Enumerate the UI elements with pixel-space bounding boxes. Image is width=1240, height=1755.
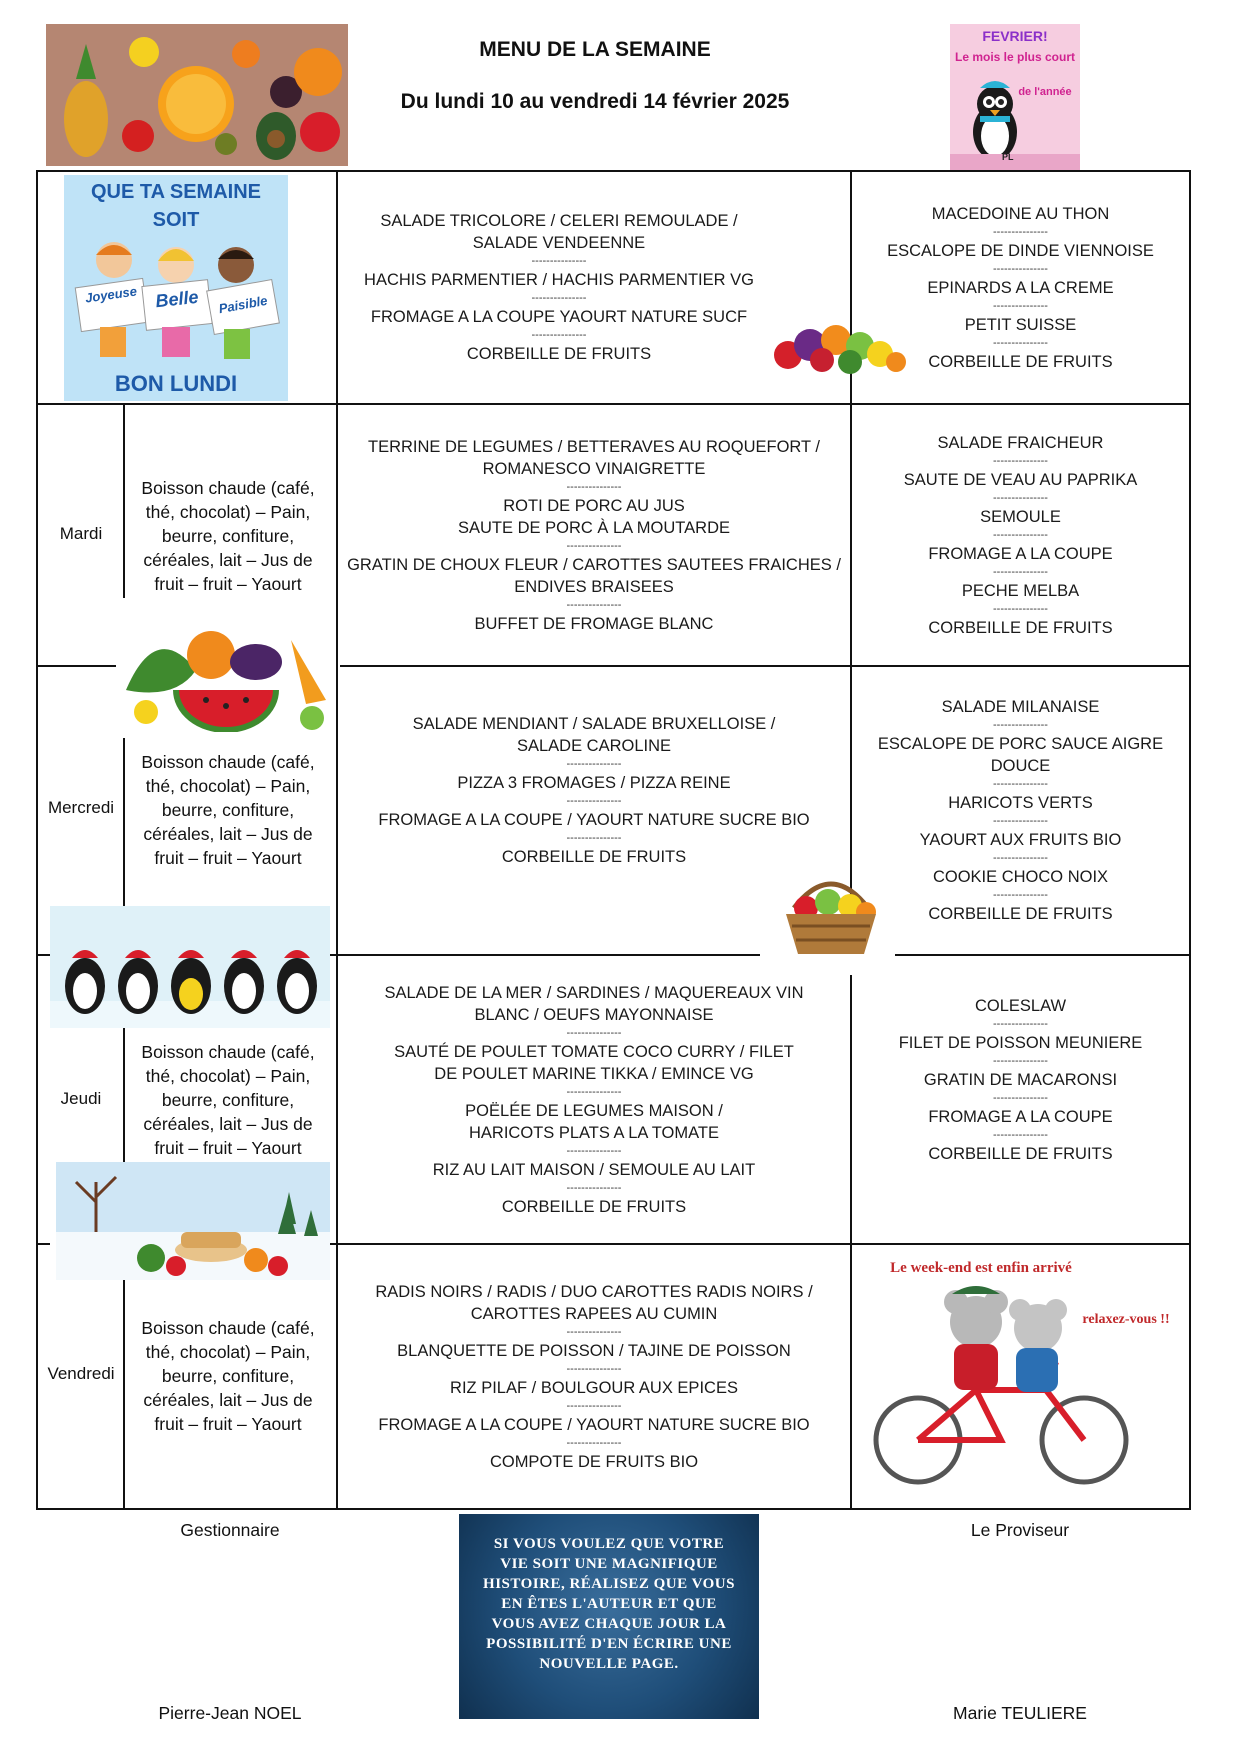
dish: GRATIN DE CHOUX FLEUR / CAROTTES SAUTEES FRAICHES / ENDIVES BRAISEES [347, 555, 841, 596]
page-title: MENU DE LA SEMAINE [479, 38, 711, 61]
weekend-title: Le week-end est enfin arrivé [890, 1260, 1072, 1276]
weekend-illustration [856, 1250, 1186, 1505]
principal-name: Marie TEULIERE [953, 1703, 1087, 1723]
dish: CORBEILLE DE FRUITS [466, 345, 652, 363]
quote-text: SI VOUS VOULEZ QUE VOTRE VIE SOIT UNE MAGNIFIQUE HISTOIRE, RÉALISEZ QUE VOUS EN ÊTES L'AUTEUR ET QUE VOUS AVEZ CHAQUE JOUR LA POSSIBILITÉ D'EN ÉCRIRE UNE NOUVELLE PAGE. [483, 1536, 735, 1672]
dish: ESCALOPE DE PORC SAUCE AIGRE DOUCE [877, 735, 1164, 775]
february-badge-line3: de l'année [1018, 86, 1072, 98]
weekend-subtitle: relaxez-vous !! [1082, 1312, 1170, 1327]
separator: --------------- [993, 1091, 1048, 1104]
wednesday-dinner [852, 667, 1189, 954]
dish: RIZ AU LAIT MAISON / SEMOULE AU LAIT [432, 1160, 756, 1179]
dish: COLESLAW [974, 996, 1067, 1015]
monday-greeting-card [64, 175, 288, 401]
dish: RIZ PILAF / BOULGOUR AUX EPICES [450, 1378, 738, 1397]
dish: FILET DE POISSON MEUNIERE [898, 1033, 1143, 1052]
separator: --------------- [531, 329, 587, 341]
separator: --------------- [566, 1362, 622, 1375]
dish: SALADE MILANAISE [941, 698, 1100, 716]
separator: --------------- [993, 1017, 1048, 1030]
dish: PETIT SUISSE [964, 315, 1077, 334]
dish: MACEDOINE AU THON [931, 204, 1110, 223]
separator: --------------- [566, 1026, 622, 1039]
separator: --------------- [531, 292, 587, 304]
penguin-icon [950, 24, 1080, 170]
page-subtitle: Du lundi 10 au vendredi 14 février 2025 [400, 90, 790, 113]
principal-role: Le Proviseur [970, 1520, 1070, 1540]
separator: --------------- [566, 1181, 622, 1194]
fruit-basket-illustration [772, 864, 890, 960]
separator: --------------- [993, 336, 1048, 349]
vegetables-illustration [116, 600, 338, 732]
separator: --------------- [566, 1144, 622, 1157]
dish: FROMAGE A LA COUPE [928, 1107, 1113, 1126]
dish: SALADE MENDIANT / SALADE BRUXELLOISE / SALADE CAROLINE [412, 715, 776, 755]
separator: --------------- [993, 852, 1048, 864]
dish: CORBEILLE DE FRUITS [928, 618, 1113, 637]
bicycle-icon [856, 1250, 1186, 1505]
dish: FROMAGE A LA COUPE YAOURT NATURE SUCF [370, 308, 748, 326]
february-badge-line1: FEVRIER! [982, 28, 1048, 44]
separator: --------------- [566, 1436, 622, 1449]
winter-feast-illustration [56, 1162, 330, 1280]
separator: --------------- [993, 889, 1048, 901]
dish: RADIS NOIRS / RADIS / DUO CAROTTES RADIS NOIRS / CAROTTES RAPEES AU CUMIN [375, 1282, 813, 1323]
thursday-dinner [852, 956, 1189, 1243]
dish: CORBEILLE DE FRUITS [928, 352, 1113, 371]
monday-card-word3: Paisible [217, 292, 269, 317]
dish: HARICOTS VERTS [948, 794, 1093, 812]
monday-card-line2: SOIT [152, 209, 200, 231]
monday-card-word2: Belle [154, 286, 200, 312]
dish: POËLÉE DE LEGUMES MAISON / HARICOTS PLATS A LA TOMATE [465, 1101, 723, 1142]
separator: --------------- [566, 1325, 622, 1338]
separator: --------------- [566, 758, 622, 770]
thursday-breakfast: Boisson chaude (café, thé, chocolat) – Pain, beurre, confiture, céréales, lait – Jus de fruit – fruit – Yaourt [141, 1042, 315, 1158]
tuesday-lunch [338, 405, 850, 665]
tuesday-breakfast: Boisson chaude (café, thé, chocolat) – Pain, beurre, confiture, céréales, lait – Jus de fruit – fruit – Yaourt [141, 478, 315, 594]
dish: SALADE FRAICHEUR [937, 433, 1104, 452]
february-badge-initials: PL [1002, 152, 1014, 162]
dish: CORBEILLE DE FRUITS [501, 1197, 687, 1216]
separator: --------------- [566, 832, 622, 844]
monday-card-line1: QUE TA SEMAINE [90, 181, 261, 203]
separator: --------------- [566, 795, 622, 807]
dish: TERRINE DE LEGUMES / BETTERAVES AU ROQUEFORT / ROMANESCO VINAIGRETTE [367, 437, 820, 478]
dish: SEMOULE [980, 507, 1061, 526]
separator: --------------- [566, 1085, 622, 1098]
dish: SAUTÉ DE POULET TOMATE COCO CURRY / FILET DE POULET MARINE TIKKA / EMINCE VG [394, 1042, 794, 1083]
dish: SAUTE DE VEAU AU PAPRIKA [903, 470, 1138, 489]
separator: --------------- [993, 565, 1048, 578]
thursday-lunch [338, 956, 850, 1243]
dish: ESCALOPE DE DINDE VIENNOISE [887, 241, 1154, 260]
dish: CORBEILLE DE FRUITS [928, 905, 1113, 923]
dish: ROTI DE PORC AU JUS SAUTE DE PORC À LA MOUTARDE [458, 496, 730, 537]
fruits-illustration [46, 24, 348, 166]
february-badge-line2: Le mois le plus court [954, 50, 1076, 64]
monday-card-word1: Joyeuse [84, 283, 138, 306]
dish: CORBEILLE DE FRUITS [501, 848, 687, 866]
day-label-wednesday: Mercredi [47, 798, 115, 817]
manager-role: Gestionnaire [180, 1520, 280, 1540]
day-label-thursday: Jeudi [60, 1089, 102, 1108]
tuesday-dinner [852, 405, 1189, 665]
penguins-illustration [50, 906, 330, 1028]
dish: HACHIS PARMENTIER / HACHIS PARMENTIER VG [364, 271, 754, 289]
separator: --------------- [566, 539, 622, 552]
friday-lunch [338, 1245, 850, 1508]
dish: PIZZA 3 FROMAGES / PIZZA REINE [457, 774, 731, 792]
dish: SALADE TRICOLORE / CELERI REMOULADE / SALADE VENDEENNE [380, 212, 738, 252]
day-label-friday: Vendredi [47, 1364, 115, 1383]
separator: --------------- [993, 491, 1048, 504]
separator: --------------- [993, 719, 1048, 731]
dish: BUFFET DE FROMAGE BLANC [474, 614, 714, 633]
separator: --------------- [993, 299, 1048, 312]
dish: SALADE DE LA MER / SARDINES / MAQUEREAUX VIN BLANC / OEUFS MAYONNAISE [384, 983, 804, 1024]
dish: FROMAGE A LA COUPE / YAOURT NATURE SUCRE BIO [378, 1415, 810, 1434]
dish: GRATIN DE MACARONSI [923, 1070, 1118, 1089]
monday-card-footer: BON LUNDI [114, 371, 238, 396]
separator: --------------- [993, 815, 1048, 827]
dish: BLANQUETTE DE POISSON / TAJINE DE POISSON [397, 1341, 791, 1360]
monday-dinner [852, 172, 1189, 403]
dish: FROMAGE A LA COUPE / YAOURT NATURE SUCRE BIO [378, 811, 810, 829]
friday-breakfast: Boisson chaude (café, thé, chocolat) – Pain, beurre, confiture, céréales, lait – Jus de fruit – fruit – Yaourt [141, 1318, 315, 1434]
february-badge [950, 24, 1080, 170]
separator: --------------- [993, 1128, 1048, 1141]
dish: EPINARDS A LA CREME [927, 278, 1114, 297]
dish: FROMAGE A LA COUPE [928, 544, 1113, 563]
separator: --------------- [566, 480, 622, 493]
separator: --------------- [566, 1399, 622, 1412]
separator: --------------- [566, 598, 622, 611]
dish: PECHE MELBA [961, 581, 1080, 600]
separator: --------------- [993, 528, 1048, 541]
manager-name: Pierre-Jean NOEL [158, 1703, 302, 1723]
wednesday-breakfast: Boisson chaude (café, thé, chocolat) – Pain, beurre, confiture, céréales, lait – Jus de fruit – fruit – Yaourt [141, 752, 315, 868]
separator: --------------- [993, 778, 1048, 790]
dish: YAOURT AUX FRUITS BIO [919, 831, 1122, 849]
separator: --------------- [993, 602, 1048, 615]
inspirational-quote [459, 1514, 759, 1719]
separator: --------------- [993, 262, 1048, 275]
separator: --------------- [993, 225, 1048, 238]
separator: --------------- [993, 1054, 1048, 1067]
dish: COOKIE CHOCO NOIX [932, 868, 1109, 886]
dish: COMPOTE DE FRUITS BIO [489, 1452, 699, 1471]
separator: --------------- [993, 454, 1048, 467]
dish: CORBEILLE DE FRUITS [928, 1144, 1113, 1163]
day-label-tuesday: Mardi [59, 524, 103, 543]
separator: --------------- [531, 255, 587, 267]
